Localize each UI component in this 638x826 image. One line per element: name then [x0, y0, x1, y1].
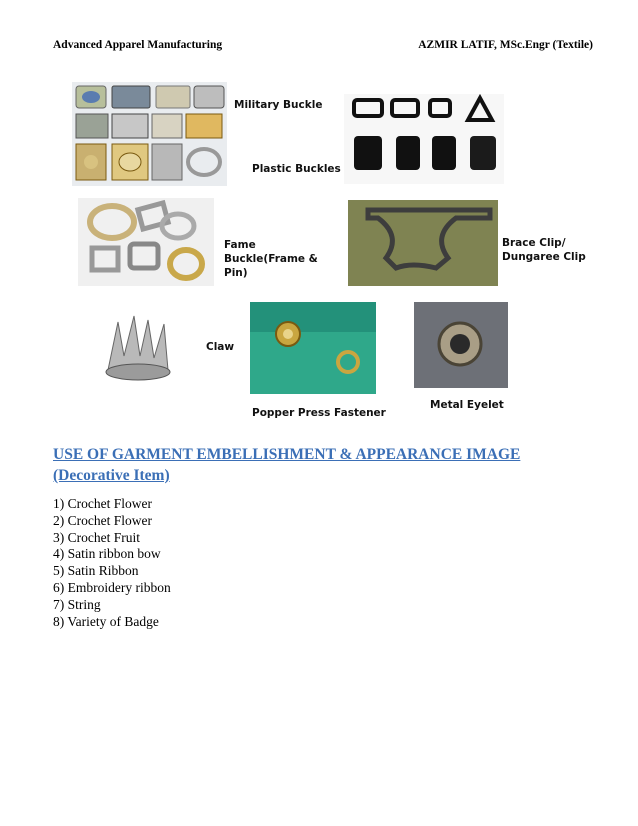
- list-item: 3) Crochet Fruit: [53, 529, 140, 545]
- brace-clip-image: [348, 200, 498, 286]
- list-item: 2) Crochet Flower: [53, 512, 152, 528]
- label-claw: Claw: [206, 341, 235, 353]
- label-plastic-buckles: Plastic Buckles: [252, 163, 341, 175]
- header-author: AZMIR LATIF, MSc.Engr (Textile): [418, 39, 593, 51]
- header-left-title: Advanced Apparel Manufacturing: [53, 39, 223, 51]
- list-item: 5) Satin Ribbon: [53, 563, 139, 579]
- fasteners-figure: [52, 76, 592, 426]
- label-brace-line2: Dungaree Clip: [502, 251, 586, 263]
- section-heading: USE OF GARMENT EMBELLISHMENT & APPEARANCE IMAGE (Decorative Item): [53, 446, 521, 484]
- list-item: 4) Satin ribbon bow: [53, 546, 161, 562]
- embellishment-list: [53, 496, 171, 630]
- label-fame-line1: Fame: [224, 239, 256, 251]
- label-fame-line2: Buckle(Frame &: [224, 253, 318, 265]
- list-item: 7) String: [53, 596, 101, 612]
- label-brace-line1: Brace Clip/: [502, 237, 566, 249]
- military-buckle-image: [72, 82, 227, 186]
- label-fame-line3: Pin): [224, 267, 248, 279]
- metal-eyelet-image: [414, 302, 508, 388]
- list-item: 6) Embroidery ribbon: [53, 579, 171, 595]
- label-military-buckle: Military Buckle: [234, 99, 323, 111]
- list-item: 1) Crochet Flower: [53, 496, 152, 511]
- fame-buckle-image: [78, 198, 214, 286]
- popper-press-fastener-image: [250, 302, 376, 394]
- label-metal-eyelet: Metal Eyelet: [430, 399, 504, 411]
- label-popper-press-fastener: Popper Press Fastener: [252, 407, 386, 419]
- list-item: 8) Variety of Badge: [53, 613, 159, 629]
- claw-image: [106, 316, 170, 380]
- plastic-buckles-image: [344, 94, 504, 184]
